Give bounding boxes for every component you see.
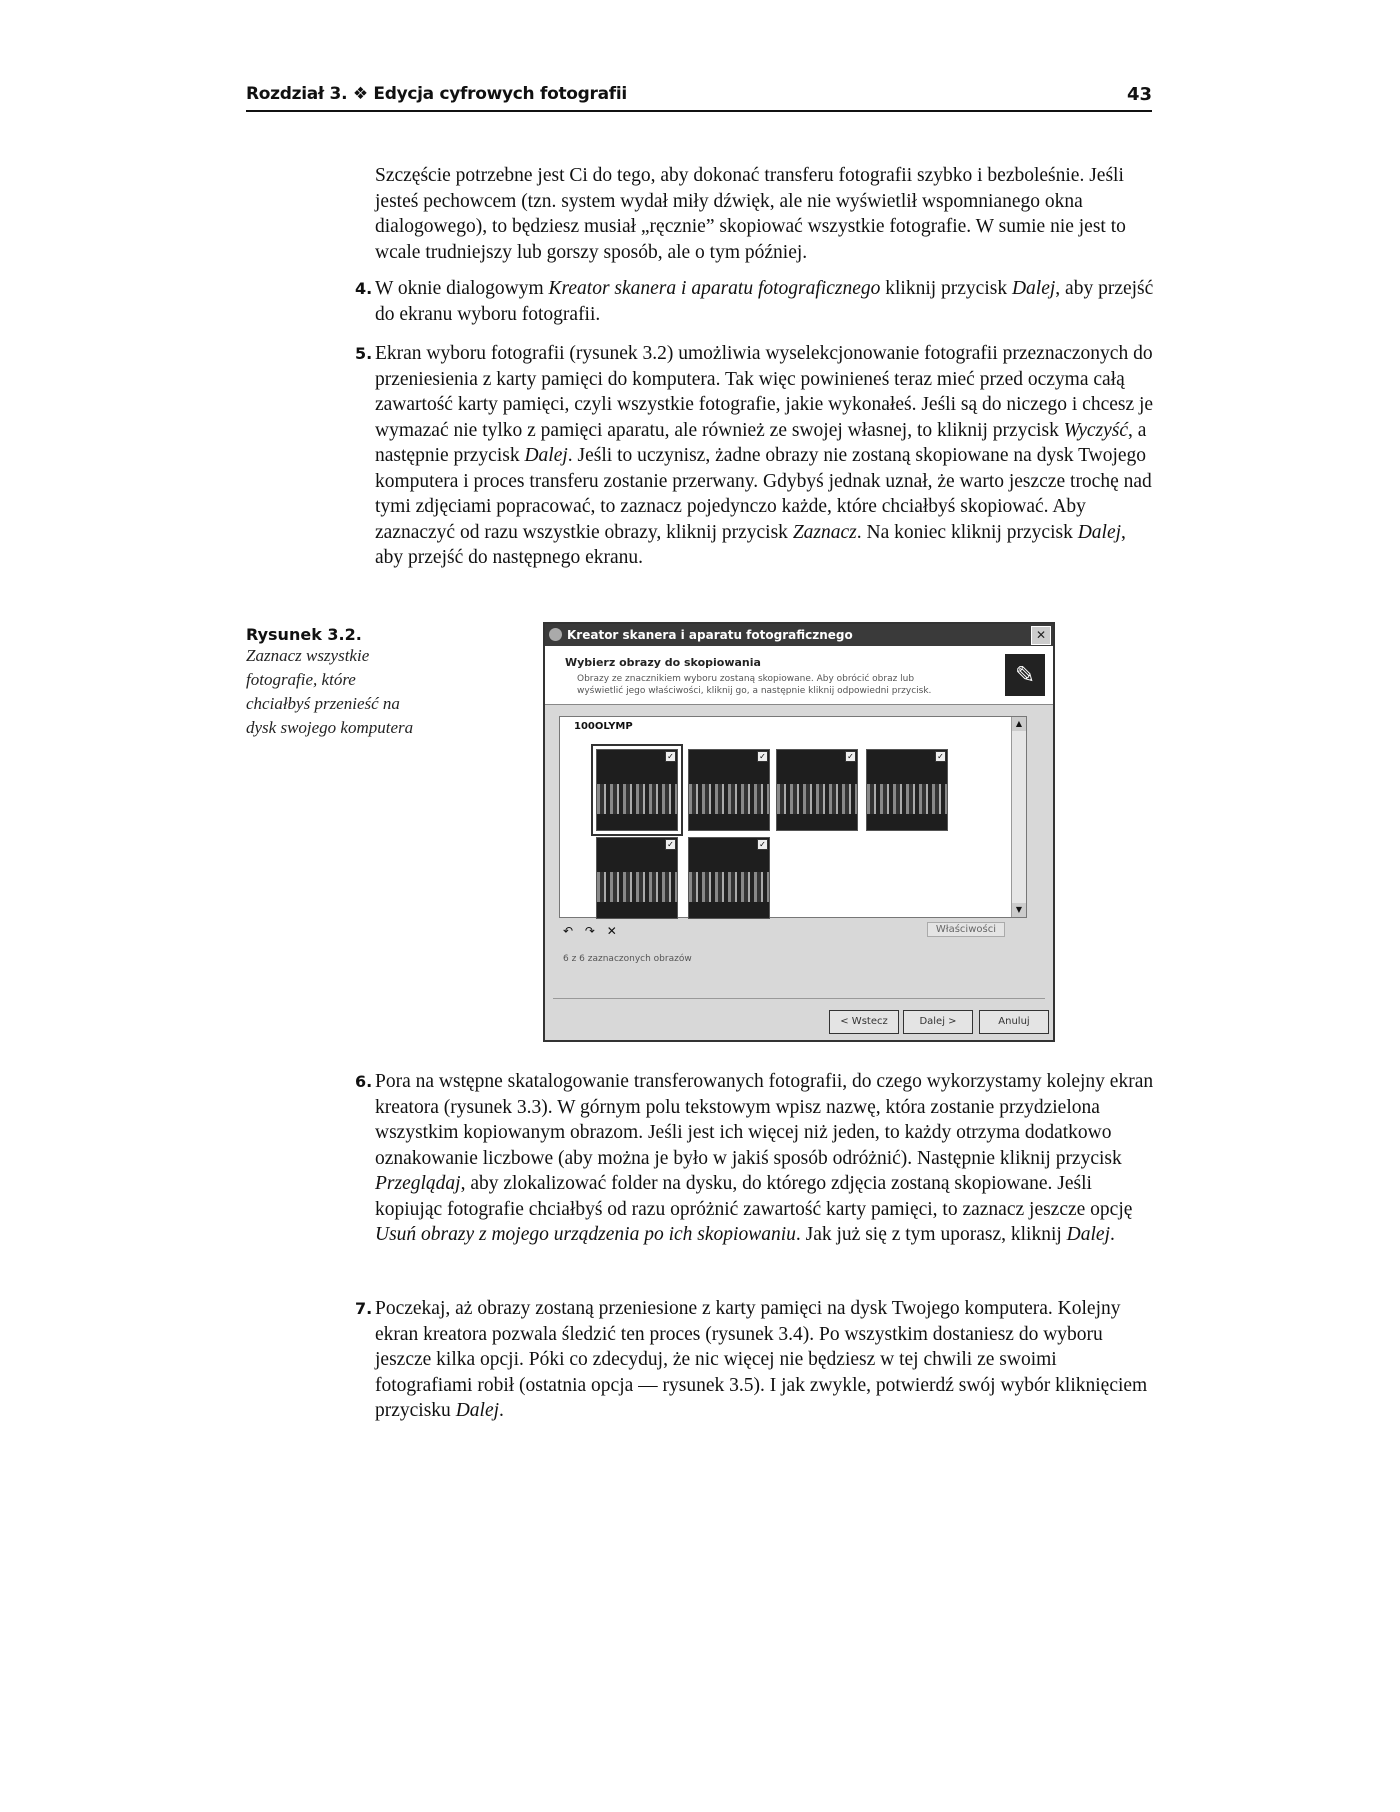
- next-button[interactable]: Dalej >: [903, 1010, 973, 1034]
- intro-paragraph: Szczęście potrzebne jest Ci do tego, aby dokonać transferu fotografii szybko i bezboleśnie. Jeśli jesteś pechowcem (tzn. system wydał miły dźwięk, ale nie wyświetlił wspomnianego okna dialogowego), to będziesz musiał „ręcznie” skopiować wszystkie fotografie. W sumie nie jest to wcale trudniejszy lub gorszy sposób, ale o tym później.: [375, 165, 1126, 263]
- step-4: [355, 276, 1155, 327]
- step-text: Ekran wyboru fotografii (rysunek 3.2) umożliwia wyselekcjonowanie fotografii przeznaczonych do przeniesienia z karty pamięci do komputera. Tak więc powinieneś teraz mieć przed oczyma całą zawartość karty pamięci, czyli wszystkie fotografie, jakie wykonałeś. Jeśli są do niczego i chcesz je wymazać nie tylko z pamięci aparatu, ale również ze swojej własnej, to kliknij przycisk Wyczyść, a następnie przycisk Dalej. Jeśli to uczynisz, żadne obrazy nie zostaną skopiowane na dysk Twojego komputera i proces transferu zostanie przerwany. Gdybyś jednak uznał, że warto jeszcze trochę nad tymi zdjęciami popracować, to zaznacz pojedynczo każde, które chciałbyś skopiować. Aby zaznaczyć od razu wszystkie obrazy, kliknij przycisk Zaznacz. Na koniec kliknij przycisk Dalej, aby przejść do następnego ekranu.: [375, 343, 1154, 568]
- figure-label: Rysunek 3.2.: [246, 625, 362, 644]
- photo-thumbnail[interactable]: [596, 837, 678, 919]
- wizard-header: [545, 646, 1053, 705]
- wizard-description: Obrazy ze znacznikiem wyboru zostaną skopiowane. Aby obrócić obraz lub wyświetlić jego właściwości, kliknij go, a następnie kliknij odpowiedni przycisk.: [577, 674, 932, 696]
- checkbox-icon[interactable]: ✓: [665, 839, 676, 850]
- photo-thumbnail[interactable]: [776, 749, 858, 831]
- photo-thumbnail[interactable]: [688, 837, 770, 919]
- close-icon[interactable]: ✕: [1031, 626, 1051, 645]
- wizard-screenshot: [543, 622, 1055, 1042]
- scrollbar[interactable]: [1011, 717, 1026, 917]
- cancel-button[interactable]: Anuluj: [979, 1010, 1049, 1034]
- folder-name: 100OLYMP: [574, 721, 633, 732]
- wizard-heading: Wybierz obrazy do skopiowania: [565, 656, 761, 669]
- chapter-title: Rozdział 3. ❖ Edycja cyfrowych fotografii: [246, 84, 627, 104]
- rotate-tools[interactable]: ↶ ↷ ✕: [563, 924, 621, 938]
- step-text: W oknie dialogowym Kreator skanera i aparatu fotograficznego kliknij przycisk Dalej, aby przejść do ekranu wyboru fotografii.: [375, 278, 1154, 325]
- photo-thumbnail[interactable]: [596, 749, 678, 831]
- photo-thumbnail[interactable]: [866, 749, 948, 831]
- checkbox-icon[interactable]: ✓: [935, 751, 946, 762]
- step-text: Poczekaj, aż obrazy zostaną przeniesione z karty pamięci na dysk Twojego komputera. Kolejny ekran kreatora pozwala śledzić ten proces (rysunek 3.4). Po wszystkim dostaniesz do wyboru jeszcze kilka opcji. Póki co zdecyduj, że nic więcej nie będziesz w tej chwili ze swoimi fotografiami robił (ostatnia opcja — rysunek 3.5). I jak zwykle, potwierdź swój wybór kliknięciem przycisku Dalej.: [375, 1298, 1148, 1421]
- step-number: 4.: [355, 279, 373, 298]
- photo-thumbnail[interactable]: [688, 749, 770, 831]
- checkbox-icon[interactable]: ✓: [665, 751, 676, 762]
- divider: [553, 998, 1045, 999]
- scroll-up-icon[interactable]: ▲: [1012, 717, 1026, 731]
- back-button[interactable]: < Wstecz: [829, 1010, 899, 1034]
- step-7: [355, 1296, 1155, 1424]
- checkbox-icon[interactable]: ✓: [845, 751, 856, 762]
- step-5: [355, 341, 1155, 571]
- page-number: 43: [1126, 84, 1152, 105]
- step-number: 6.: [355, 1072, 373, 1091]
- step-6: [355, 1069, 1155, 1248]
- figure-caption-text: Zaznacz wszystkie fotografie, które chciałbyś przenieść na dysk swojego komputera: [246, 646, 414, 737]
- step-text: Pora na wstępne skatalogowanie transferowanych fotografii, do czego wykorzystamy kolejny ekran kreatora (rysunek 3.3). W górnym polu tekstowym wpisz nazwę, która zostanie przydzielona wszystkim kopiowanym obrazom. Jeśli jest ich więcej niż jeden, to każdy otrzyma dodatkowo oznakowanie liczbowe (aby można je było w jakiś sposób odróżnić). Następnie kliknij przycisk Przeglądaj, aby zlokalizować folder na dysku, do którego zdjęcia zostaną skopiowane. Jeśli kopiując fotografie chciałbyś od razu opróżnić zawartość karty pamięci, to zaznacz jeszcze opcję Usuń obrazy z mojego urządzenia po ich skopiowaniu. Jak już się z tym uporasz, kliknij Dalej.: [375, 1071, 1154, 1245]
- thumbnail-pane[interactable]: [559, 716, 1027, 918]
- step-number: 5.: [355, 344, 373, 363]
- window-titlebar: [545, 624, 1053, 646]
- properties-button[interactable]: Właściwości: [927, 922, 1005, 937]
- selection-count: 6 z 6 zaznaczonych obrazów: [563, 954, 692, 964]
- checkbox-icon[interactable]: ✓: [757, 839, 768, 850]
- step-number: 7.: [355, 1299, 373, 1318]
- page-header: [246, 80, 1152, 112]
- app-icon: [549, 628, 562, 641]
- scroll-down-icon[interactable]: ▼: [1012, 903, 1026, 917]
- window-title: Kreator skanera i aparatu fotograficznego: [567, 628, 853, 642]
- checkbox-icon[interactable]: ✓: [757, 751, 768, 762]
- figure-caption: [246, 625, 416, 740]
- camera-wizard-icon: ✎: [1005, 654, 1045, 696]
